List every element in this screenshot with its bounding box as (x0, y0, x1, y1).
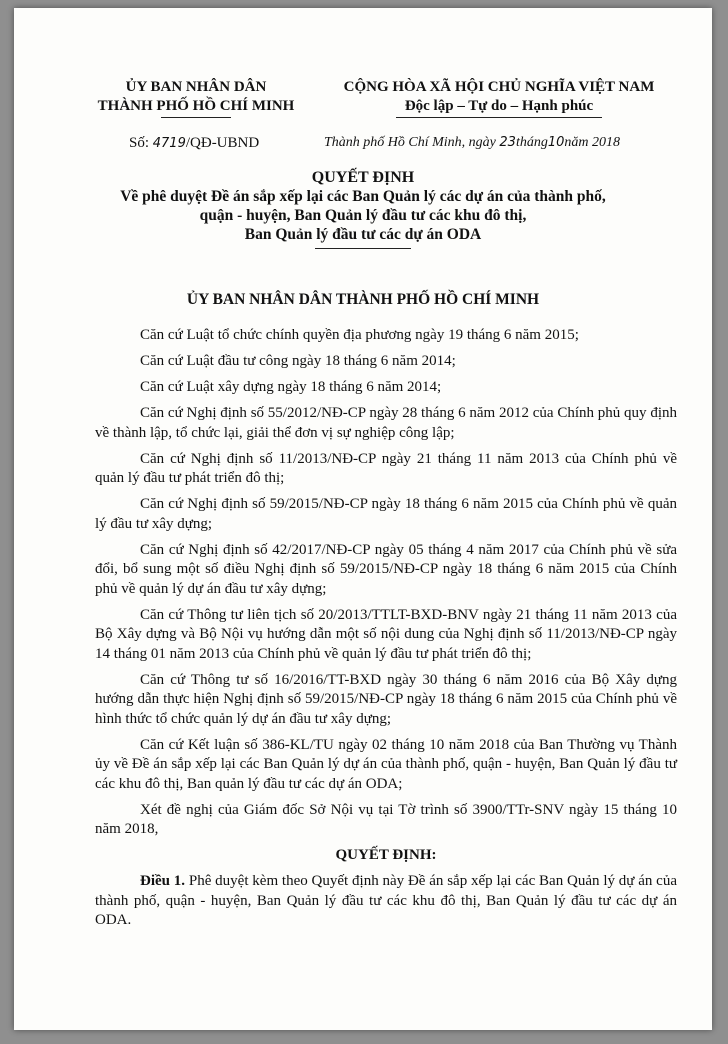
authority-line-2: THÀNH PHỐ HỒ CHÍ MINH (97, 98, 295, 114)
decision-heading: QUYẾT ĐỊNH (311, 169, 415, 186)
paragraph: Căn cứ Thông tư số 16/2016/TT-BXD ngày 30 tháng 6 năm 2016 của Bộ Xây dựng hướng dẫn thực hiện Nghị định số 59/2015/NĐ-CP ngày 18 tháng 6 năm 2015 của Chính phủ về hình thức tổ chức quản lý dự án đầu tư xây dựng; (95, 671, 677, 727)
article-1-label: Điều 1. (140, 873, 186, 889)
article-1 (95, 872, 677, 931)
document-date (324, 135, 620, 151)
paragraph: Căn cứ Luật tổ chức chính quyền địa phương ngày 19 tháng 6 năm 2015; (140, 327, 579, 343)
issuing-authority (96, 78, 296, 118)
paragraph: Xét đề nghị của Giám đốc Sở Nội vụ tại Tờ trình số 3900/TTr-SNV ngày 15 tháng 10 năm 2018, (95, 801, 677, 837)
date-part-1: Thành phố Hồ Chí Minh, ngày (324, 135, 500, 150)
paragraph: Căn cứ Nghị định số 59/2015/NĐ-CP ngày 18 tháng 6 năm 2015 của Chính phủ về quản lý đầu tư xây dựng; (95, 496, 677, 532)
date-part-3: năm 2018 (564, 135, 620, 150)
decision-section-heading: QUYẾT ĐỊNH: (335, 847, 437, 863)
number-handwritten: 4719 (152, 136, 186, 151)
paragraph: Căn cứ Thông tư liên tịch số 20/2013/TTLT-BXD-BNV ngày 21 tháng 11 năm 2013 của Bộ Xây dựng và Bộ Nội vụ hướng dẫn một số nội dung của Nghị định số 11/2013/NĐ-CP ngày 14 tháng 01 năm 2013 của Chính phủ về quản lý đầu tư phát triển đô thị; (95, 606, 677, 662)
motto: Độc lập – Tự do – Hạnh phúc (404, 98, 594, 114)
title-underline (315, 248, 411, 249)
authority-line-1: ỦY BAN NHÂN DÂN (125, 79, 267, 95)
date-month: 10 (547, 135, 565, 150)
paragraph: Căn cứ Luật xây dựng ngày 18 tháng 6 năm 2014; (140, 379, 442, 395)
title-line-1: Về phê duyệt Đề án sắp xếp lại các Ban Quản lý các dự án của thành phố, (120, 188, 606, 205)
document-header (14, 78, 712, 168)
number-suffix: /QĐ-UBND (185, 135, 260, 151)
title-line-2: quận - huyện, Ban Quản lý đầu tư các khu đô thị, (199, 207, 527, 224)
paragraph: Căn cứ Nghị định số 42/2017/NĐ-CP ngày 05 tháng 4 năm 2017 của Chính phủ về sửa đổi, bổ sung một số điều Nghị định số 59/2015/NĐ-CP ngày 18 tháng 6 năm 2015 của Chính phủ về quản lý dự án đầu tư xây dựng; (95, 541, 677, 597)
paragraph: Căn cứ Kết luận số 386-KL/TU ngày 02 tháng 10 năm 2018 của Ban Thường vụ Thành ủy về Đề án sắp xếp lại các Ban Quản lý dự án của thành phố, quận - huyện, Ban Quản lý đầu tư các khu đô thị, Ban quản lý đầu tư các dự án ODA; (95, 736, 677, 792)
agency-heading: ỦY BAN NHÂN DÂN THÀNH PHỐ HỒ CHÍ MINH (186, 291, 540, 308)
country-name: CỘNG HÒA XÃ HỘI CHỦ NGHĨA VIỆT NAM (343, 79, 655, 95)
national-motto (319, 78, 679, 118)
decision-title-block (14, 168, 712, 249)
document-body (95, 326, 677, 937)
date-day: 23 (499, 135, 516, 150)
paragraph: Căn cứ Nghị định số 55/2012/NĐ-CP ngày 28 tháng 6 năm 2012 của Chính phủ quy định về thành lập, tổ chức lại, giải thể đơn vị sự nghiệp công lập; (95, 405, 677, 441)
document-number (129, 135, 259, 152)
paragraph: Căn cứ Nghị định số 11/2013/NĐ-CP ngày 21 tháng 11 năm 2013 của Chính phủ về quản lý đầu tư phát triển đô thị; (95, 450, 677, 486)
number-prefix: Số: (129, 135, 153, 151)
authority-underline (161, 117, 231, 118)
date-part-2: tháng (515, 135, 548, 150)
motto-underline (396, 117, 602, 118)
title-line-3: Ban Quản lý đầu tư các dự án ODA (244, 226, 482, 243)
paragraph: Căn cứ Luật đầu tư công ngày 18 tháng 6 năm 2014; (140, 353, 456, 369)
article-1-text: Phê duyệt kèm theo Quyết định này Đề án sắp xếp lại các Ban Quản lý dự án của thành phố, quận - huyện, Ban Quản lý đầu tư các khu đô thị, Ban Quản lý đầu tư các dự án ODA. (95, 873, 677, 928)
document-page (14, 8, 712, 1030)
